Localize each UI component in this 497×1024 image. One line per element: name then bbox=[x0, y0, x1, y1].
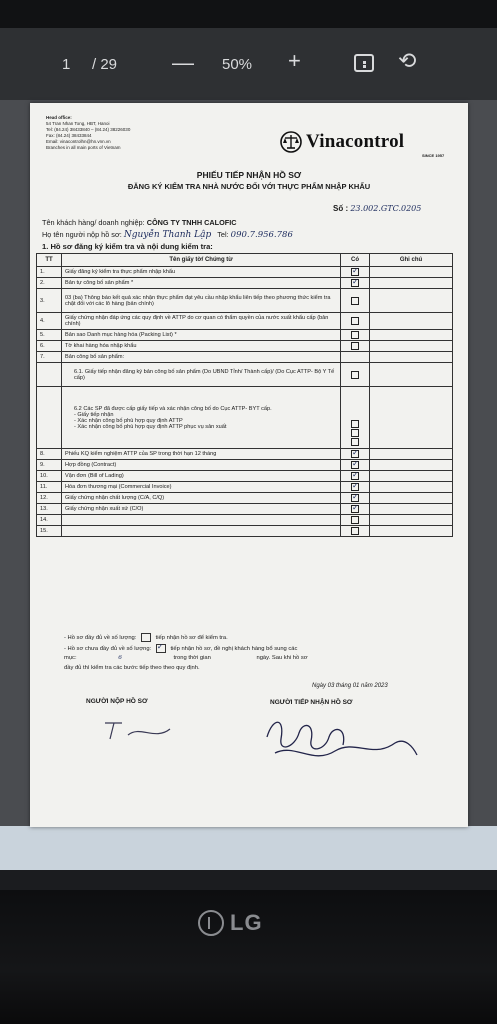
row-checkbox-cell bbox=[341, 289, 370, 313]
row-document-name bbox=[62, 289, 341, 313]
row-number: 8. bbox=[37, 449, 62, 460]
items-value: 6 bbox=[118, 655, 122, 661]
row-document-name bbox=[62, 330, 341, 341]
row-document-name bbox=[62, 363, 341, 387]
row-document-text: Hóa đơn thương mại (Commercial Invoice) bbox=[65, 484, 172, 490]
row-note bbox=[370, 387, 453, 449]
row-checkbox-cell bbox=[341, 460, 370, 471]
complete-note bbox=[64, 633, 228, 642]
row-note bbox=[370, 471, 453, 482]
row-note bbox=[370, 363, 453, 387]
row-number: 9. bbox=[37, 460, 62, 471]
row-note bbox=[370, 460, 453, 471]
row-note bbox=[370, 449, 453, 460]
page-number-input[interactable]: 1 bbox=[62, 56, 71, 73]
row-checkbox bbox=[351, 505, 359, 513]
row-document-name bbox=[62, 313, 341, 330]
row-sub-item: - Xác nhận công bố phù hợp quy định ATTP phục vụ sản xuất bbox=[74, 423, 227, 430]
row-checkbox-cell bbox=[341, 482, 370, 493]
row-document-text: 6.2 Các SP đã được cấp giấy tiếp và xác nhận công bố do Cục ATTP- BYT cấp. bbox=[74, 405, 272, 412]
row-checkbox bbox=[351, 494, 359, 502]
row-checkbox-cell bbox=[341, 504, 370, 515]
row-checkbox bbox=[351, 516, 359, 524]
office-line: Fax: (84.24) 38433844 bbox=[46, 133, 92, 138]
submitter-signature bbox=[100, 715, 180, 745]
row-note bbox=[370, 313, 453, 330]
incomplete-checkbox bbox=[156, 644, 166, 653]
row-number: 12. bbox=[37, 493, 62, 504]
zoom-out-button[interactable]: — bbox=[172, 50, 194, 75]
row-number bbox=[37, 363, 62, 387]
customer-value: CÔNG TY TNHH CALOFIC bbox=[146, 218, 237, 227]
row-note bbox=[370, 352, 453, 363]
row-note bbox=[370, 278, 453, 289]
table-row bbox=[37, 278, 453, 289]
document-title: PHIẾU TIẾP NHẬN HỒ SƠ bbox=[196, 170, 302, 180]
col-header-co: Có bbox=[341, 254, 370, 267]
row-note bbox=[370, 493, 453, 504]
row-checkbox bbox=[351, 268, 359, 276]
row-document-text: Phiếu KQ kiểm nghiệm ATTP của SP trong thời hạn 12 tháng bbox=[65, 451, 217, 457]
row-sub-item: - Giấy tiếp nhận bbox=[74, 411, 114, 418]
tel-value: 090.7.956.786 bbox=[230, 230, 293, 240]
customer-label: Tên khách hàng/ doanh nghiệp: bbox=[42, 218, 145, 227]
row-checkbox bbox=[351, 450, 359, 458]
row-document-text: Giấy chứng nhận chất lượng (C/A, C/Q) bbox=[65, 495, 165, 501]
row-note bbox=[370, 526, 453, 537]
incomplete-label: - Hồ sơ chưa đầy đủ về số lượng: bbox=[64, 646, 152, 653]
row-document-name bbox=[62, 482, 341, 493]
row-document-text: Vận đơn (Bill of Lading) bbox=[65, 473, 124, 479]
incomplete-text: tiếp nhận hồ sơ, đề nghị khách hàng bổ sung các bbox=[170, 646, 298, 653]
row-note bbox=[370, 515, 453, 526]
submitter-label: Họ tên người nộp hồ sơ: bbox=[42, 230, 122, 239]
rotate-icon[interactable]: ⟲ bbox=[398, 48, 417, 73]
row-checkbox-cell bbox=[341, 352, 370, 363]
row-note bbox=[370, 289, 453, 313]
row-note bbox=[370, 482, 453, 493]
row-document-name bbox=[62, 267, 341, 278]
row-number: 5. bbox=[37, 330, 62, 341]
row-checkbox-cell bbox=[341, 471, 370, 482]
submitter-value: Nguyễn Thanh Lập bbox=[123, 230, 212, 240]
submitter-line bbox=[42, 230, 293, 240]
row-note bbox=[370, 504, 453, 515]
table-row bbox=[37, 471, 453, 482]
row-number bbox=[37, 387, 62, 449]
receiver-signature bbox=[255, 707, 425, 767]
table-row bbox=[37, 289, 453, 313]
document-subtitle: ĐĂNG KÝ KIỂM TRA NHÀ NƯỚC ĐỐI VỚI THỰC PHẨM NHẬP KHẨU bbox=[127, 182, 371, 191]
row-document-name bbox=[62, 352, 341, 363]
row-document-text: 03 (ba) Thông báo kết quả xác nhận thực phẩm đạt yêu cầu nhập khẩu liên tiếp theo phương thức kiểm tra chặt đối với các lô hàng (bản chính) bbox=[65, 294, 331, 307]
monitor-edge bbox=[0, 870, 497, 890]
table-row bbox=[37, 504, 453, 515]
row-note bbox=[370, 330, 453, 341]
row-checkbox-cell bbox=[341, 363, 370, 387]
row-document-name bbox=[62, 504, 341, 515]
row-document-name bbox=[62, 341, 341, 352]
scales-icon bbox=[280, 131, 302, 153]
row-document-text: Bản sao Danh mục hàng hóa (Packing List) * bbox=[65, 332, 177, 338]
row-number: 10. bbox=[37, 471, 62, 482]
after-text: ngày. Sau khi hồ sơ bbox=[256, 655, 308, 661]
tel-label: Tel: bbox=[217, 230, 229, 239]
row-number: 11. bbox=[37, 482, 62, 493]
row-checkbox bbox=[351, 331, 359, 339]
row-checkbox-cell bbox=[341, 526, 370, 537]
row-checkbox-cell bbox=[341, 341, 370, 352]
checklist-table bbox=[36, 253, 453, 537]
row-checkbox-cell bbox=[341, 313, 370, 330]
row-checkbox-cell bbox=[341, 515, 370, 526]
time-label: trong thời gian bbox=[173, 655, 211, 661]
table-row bbox=[37, 267, 453, 278]
col-header-note: Ghi chú bbox=[370, 254, 453, 267]
row-document-name bbox=[62, 460, 341, 471]
row-number: 4. bbox=[37, 313, 62, 330]
zoom-in-button[interactable]: + bbox=[288, 48, 301, 73]
office-line: Tel: (84.24) 38433840 – (84.24) 38226030 bbox=[46, 127, 131, 132]
row-number: 1. bbox=[37, 267, 62, 278]
row-number: 2. bbox=[37, 278, 62, 289]
row-number: 15. bbox=[37, 526, 62, 537]
row-document-name bbox=[62, 493, 341, 504]
fit-page-icon[interactable] bbox=[354, 54, 374, 72]
lg-face-icon bbox=[198, 910, 224, 936]
customer-line bbox=[42, 218, 237, 227]
row-checkbox bbox=[351, 429, 359, 437]
row-checkbox bbox=[351, 420, 359, 428]
row-document-text: Bản tự công bố sản phẩm * bbox=[65, 280, 134, 286]
row-checkbox bbox=[351, 317, 359, 325]
row-number: 3. bbox=[37, 289, 62, 313]
table-row bbox=[37, 341, 453, 352]
row-checkbox bbox=[351, 297, 359, 305]
row-note bbox=[370, 341, 453, 352]
supplement-line bbox=[64, 655, 308, 661]
row-checkbox-cell bbox=[341, 387, 370, 449]
row-checkbox-cell bbox=[341, 278, 370, 289]
table-row bbox=[37, 449, 453, 460]
table-row bbox=[37, 515, 453, 526]
complete-checkbox bbox=[141, 633, 151, 642]
lg-brand-logo bbox=[198, 910, 263, 936]
row-document-text: Tờ khai hàng hóa nhập khẩu bbox=[65, 343, 137, 349]
col-header-tt: TT bbox=[37, 254, 62, 267]
table-row bbox=[37, 493, 453, 504]
office-line: Branches in all main ports of Vietnam bbox=[46, 145, 121, 150]
row-checkbox bbox=[351, 483, 359, 491]
signing-date: Ngày 03 tháng 01 năm 2023 bbox=[312, 683, 388, 689]
items-label: mục: bbox=[64, 655, 77, 661]
row-document-name bbox=[62, 526, 341, 537]
row-checkbox bbox=[351, 279, 359, 287]
section-heading: 1. Hồ sơ đăng ký kiểm tra và nội dung kiểm tra: bbox=[42, 242, 213, 251]
complete-label: - Hồ sơ đầy đủ về số lượng: bbox=[64, 635, 137, 642]
row-number: 6. bbox=[37, 341, 62, 352]
row-document-name bbox=[62, 471, 341, 482]
table-row bbox=[37, 526, 453, 537]
row-checkbox-cell bbox=[341, 449, 370, 460]
row-document-text: Giấy chứng nhận đáp ứng các quy định về ATTP do cơ quan có thẩm quyền của nước xuất khẩu cấp (bản chính) bbox=[65, 315, 329, 327]
office-line: Email: vinacontrolhn@hn.vnn.vn bbox=[46, 139, 111, 144]
receiver-signature-title: NGƯỜI TIẾP NHẬN HỒ SƠ bbox=[270, 699, 353, 706]
logo-text: Vinacontrol bbox=[306, 131, 405, 152]
zoom-level[interactable]: 50% bbox=[222, 56, 253, 73]
table-row bbox=[37, 352, 453, 363]
row-checkbox-cell bbox=[341, 267, 370, 278]
row-checkbox bbox=[351, 371, 359, 379]
incomplete-note bbox=[64, 644, 297, 653]
so-label: Số : bbox=[333, 204, 349, 213]
row-document-name bbox=[62, 449, 341, 460]
document-number bbox=[333, 204, 421, 213]
office-line: 54 Tran Nhan Tong, HBT, Hanoi bbox=[46, 121, 110, 126]
row-checkbox-cell bbox=[341, 493, 370, 504]
row-checkbox bbox=[351, 527, 359, 535]
row-number: 13. bbox=[37, 504, 62, 515]
row-number: 14. bbox=[37, 515, 62, 526]
lg-brand-text: LG bbox=[230, 910, 263, 935]
row-sub-item: - Xác nhận công bố phù hợp quy định ATTP bbox=[74, 417, 183, 424]
complete-text: tiếp nhận hồ sơ để kiểm tra. bbox=[155, 635, 228, 642]
followup-line: đầy đủ thì kiểm tra các bước tiếp theo theo quy định. bbox=[64, 665, 200, 671]
row-checkbox bbox=[351, 438, 359, 446]
row-checkbox-cell bbox=[341, 330, 370, 341]
row-document-text: Hợp đồng (Contract) bbox=[65, 462, 117, 468]
row-number: 7. bbox=[37, 352, 62, 363]
table-row bbox=[37, 387, 453, 449]
row-checkbox bbox=[351, 472, 359, 480]
table-row bbox=[37, 330, 453, 341]
office-line: Head office: bbox=[46, 115, 72, 120]
table-row bbox=[37, 460, 453, 471]
so-value: 23.002.GTC.0205 bbox=[350, 204, 422, 213]
document-page bbox=[30, 103, 468, 827]
row-document-text: Bản công bố sản phẩm: bbox=[65, 354, 125, 360]
row-document-name bbox=[62, 278, 341, 289]
row-checkbox bbox=[351, 342, 359, 350]
row-checkbox bbox=[351, 461, 359, 469]
table-row bbox=[37, 313, 453, 330]
table-row bbox=[37, 363, 453, 387]
row-document-name bbox=[62, 515, 341, 526]
monitor-bezel-top bbox=[0, 0, 497, 28]
office-info bbox=[46, 115, 130, 151]
row-document-text: Giấy đăng ký kiểm tra thực phẩm nhập khẩu bbox=[65, 269, 176, 275]
logo-since: SINCE 1957 bbox=[422, 153, 445, 158]
row-document-text: Giấy chứng nhận xuất xứ (C/O) bbox=[65, 506, 144, 512]
row-document-text: 6.1. Giấy tiếp nhận đăng ký bản công bố sản phẩm (Do UBND Tỉnh/ Thành cấp)/ (Do Cục ATTP- Bộ Y Tế cấp) bbox=[74, 368, 335, 381]
pdf-viewer-toolbar bbox=[0, 28, 497, 100]
row-note bbox=[370, 267, 453, 278]
submitter-signature-title: NGƯỜI NỘP HỒ SƠ bbox=[86, 698, 148, 705]
col-header-name: Tên giấy tờ/ Chứng từ bbox=[62, 254, 341, 267]
page-total: / 29 bbox=[92, 56, 118, 73]
screen-lower-band bbox=[0, 826, 497, 870]
row-document-name bbox=[62, 387, 341, 449]
table-row bbox=[37, 482, 453, 493]
vinacontrol-logo bbox=[280, 131, 404, 153]
